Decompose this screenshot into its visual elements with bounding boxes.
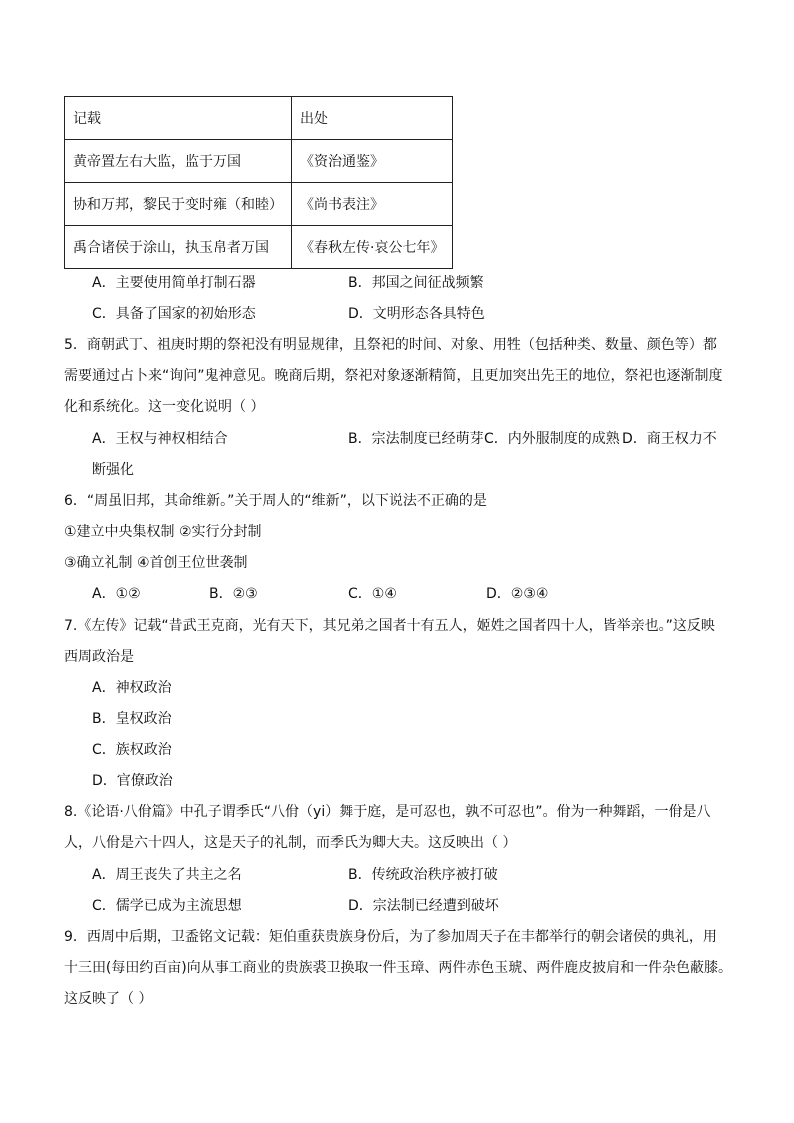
q5-stem-line: 需要通过占卜来“询问”鬼神意见。晚商后期，祭祀对象逐渐精简，且更加突出先王的地位，祭祀也逐渐制度	[64, 368, 723, 384]
table-cell: 《资治通鉴》	[292, 140, 453, 183]
q4-option-a[interactable]: A．主要使用简单打制石器	[92, 275, 256, 291]
q4-option-b[interactable]: B．邦国之间征战频繁	[348, 275, 484, 291]
q8-option-c[interactable]: C．儒学已成为主流思想	[92, 898, 242, 914]
table-header-cell: 出处	[292, 97, 453, 140]
table-header-row	[65, 97, 453, 140]
q7-stem-line: 7.《左传》记载“昔武王克商，光有天下，其兄弟之国者十有五人，姬姓之国者四十人，皆举亲也。”这反映	[64, 618, 715, 634]
q5-option-c[interactable]: C．内外服制度的成熟	[484, 431, 620, 447]
table-cell: 协和万邦，黎民于变时雍（和睦）	[65, 183, 292, 226]
q5-stem-line: 5．商朝武丁、祖庚时期的祭祀没有明显规律，且祭祀的时间、对象、用牲（包括种类、数量、颜色等）都	[64, 337, 717, 353]
q6-item-line: ①建立中央集权制 ②实行分封制	[64, 524, 262, 540]
q4-options-row1	[92, 273, 592, 293]
q6-stem: 6．“周虽旧邦，其命维新。”关于周人的“维新”，以下说法不正确的是	[64, 493, 487, 509]
q6-option-d[interactable]: D．②③④	[486, 586, 549, 602]
q5-option-a[interactable]: A．王权与神权相结合	[92, 431, 228, 447]
table-row	[65, 140, 453, 183]
q9-stem-line: 十三田(每田约百亩)向从事工商业的贵族裘卫换取一件玉璋、两件赤色玉琥、两件鹿皮披肩和一件杂色蔽膝。	[64, 960, 732, 976]
q4-option-c[interactable]: C．具备了国家的初始形态	[92, 306, 256, 322]
q8-stem-line: 人，八佾是六十四人，这是天子的礼制，而季氏为卿大夫。这反映出（ ）	[64, 835, 517, 851]
q7-stem-line: 西周政治是	[64, 649, 134, 665]
q9-stem-line: 9．西周中后期，卫盉铭文记载：矩伯重获贵族身份后，为了参加周天子在丰都举行的朝会诸侯的典礼，用	[64, 929, 717, 945]
table-cell: 《尚书表注》	[292, 183, 453, 226]
q5-options-row	[92, 429, 732, 449]
q9-stem-line: 这反映了（ ）	[64, 991, 153, 1007]
q4-option-d[interactable]: D．文明形态各具特色	[348, 306, 485, 322]
q5-option-d[interactable]: D．商王权力不	[622, 431, 717, 447]
table-cell: 禹合诸侯于涂山，执玉帛者万国	[65, 226, 292, 269]
q5-option-d-wrap: 断强化	[92, 462, 134, 478]
q6-item-line: ③确立礼制 ④首创王位世袭制	[64, 555, 248, 571]
q6-options-row	[92, 584, 592, 604]
q8-options-row1	[92, 865, 592, 885]
q7-option-a[interactable]: A．神权政治	[92, 680, 172, 696]
q5-option-b[interactable]: B．宗法制度已经萌芽	[348, 431, 484, 447]
q7-option-c[interactable]: C．族权政治	[92, 742, 172, 758]
q6-option-a[interactable]: A．①②	[92, 586, 141, 602]
q5-stem-line: 化和系统化。这一变化说明（ ）	[64, 399, 265, 415]
q8-option-a[interactable]: A．周王丧失了共主之名	[92, 867, 242, 883]
table-cell: 《春秋左传·哀公七年》	[292, 226, 453, 269]
q6-option-c[interactable]: C．①④	[348, 586, 397, 602]
table-cell: 黄帝置左右大监，监于万国	[65, 140, 292, 183]
q8-option-b[interactable]: B．传统政治秩序被打破	[348, 867, 498, 883]
source-table	[64, 96, 453, 269]
table-row	[65, 183, 453, 226]
q7-option-b[interactable]: B．皇权政治	[92, 711, 172, 727]
q8-options-row2	[92, 896, 592, 916]
q8-option-d[interactable]: D．宗法制已经遭到破坏	[348, 898, 499, 914]
q6-option-b[interactable]: B．②③	[209, 586, 258, 602]
q4-options-row2	[92, 304, 592, 324]
table-header-cell: 记载	[65, 97, 292, 140]
q8-stem-line: 8.《论语·八佾篇》中孔子谓季氏“八佾（yi）舞于庭，是可忍也，孰不可忍也”。佾为一种舞蹈，一佾是八	[64, 804, 711, 820]
table-row	[65, 226, 453, 269]
q7-option-d[interactable]: D．官僚政治	[92, 773, 173, 789]
